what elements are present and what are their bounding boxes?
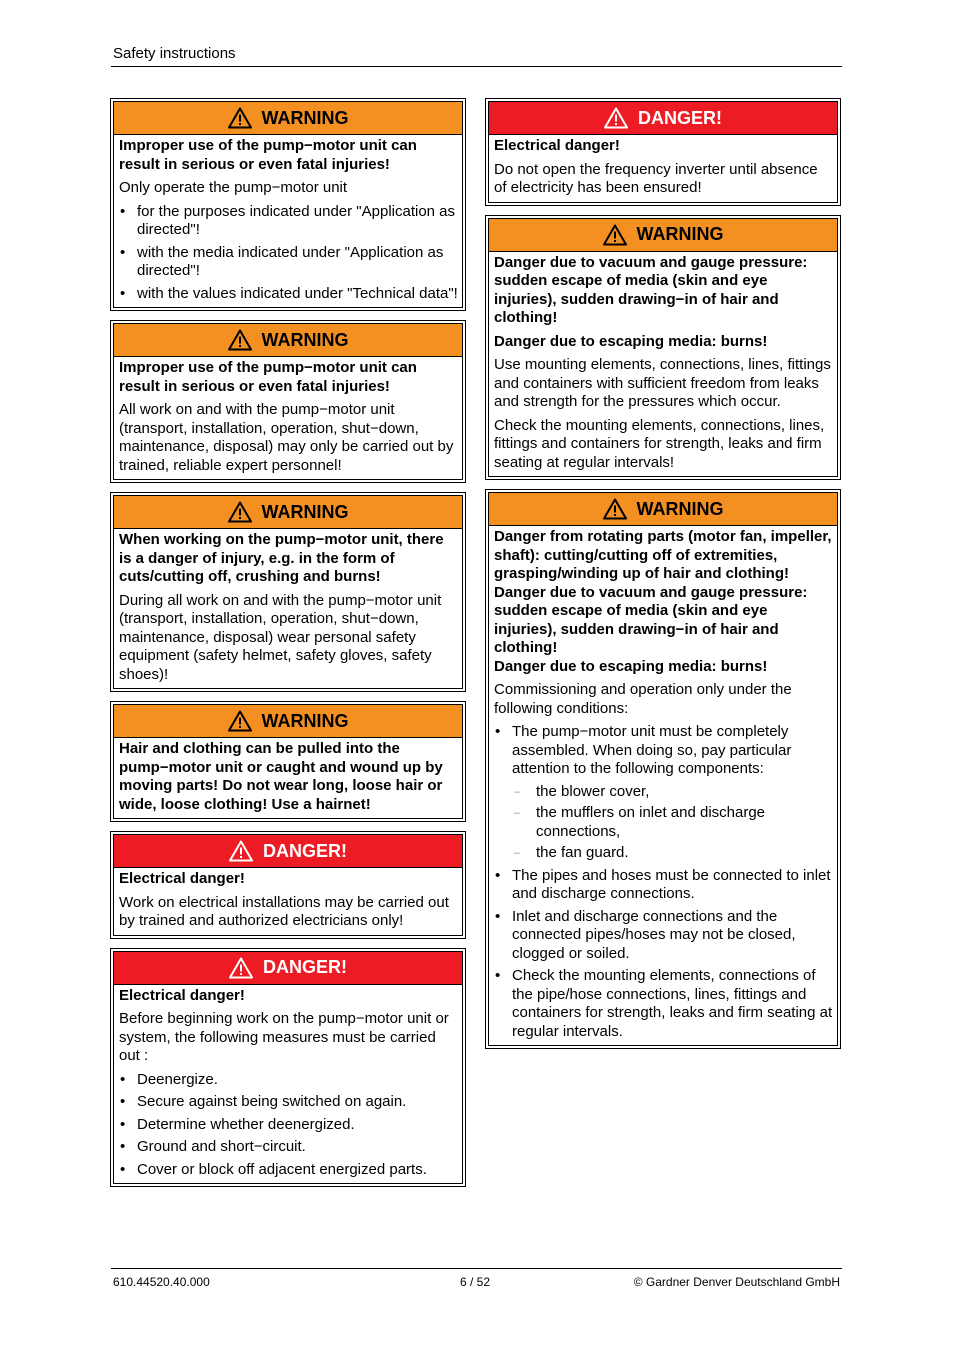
components-list — [512, 783, 833, 863]
warning-label: WARNING — [261, 710, 349, 731]
warning-box-commissioning — [485, 489, 841, 1049]
warning-statement: Danger from rotating parts (motor fan, impeller, shaft): cutting/cutting off of extremities, grasping/winding up of hair and clothing! — [494, 528, 832, 582]
warning-label: WARNING — [636, 498, 724, 519]
danger-box-inverter — [485, 98, 841, 206]
footer-divider — [111, 1268, 842, 1269]
footer-copyright: © Gardner Denver Deutschland GmbH — [633, 1275, 840, 1289]
danger-header — [114, 835, 462, 868]
right-column — [485, 98, 841, 1058]
list-item: • for the purposes indicated under "Application as directed"! — [119, 203, 458, 240]
warning-box-personnel — [110, 320, 466, 483]
conditions-list — [494, 723, 833, 1041]
warning-header — [489, 493, 837, 526]
warning-statement: Danger due to escaping media: burns! — [494, 332, 768, 350]
warning-statement: Danger due to escaping media: burns! — [494, 657, 768, 675]
warning-triangle-icon — [604, 107, 628, 129]
header-divider — [111, 66, 842, 67]
warning-triangle-icon — [228, 107, 252, 129]
page-header-title: Safety instructions — [113, 45, 236, 62]
left-column — [110, 98, 466, 1196]
warning-statement: Improper use of the pump−motor unit can result in serious or even fatal injuries! — [119, 359, 417, 395]
danger-box-electricians — [110, 831, 466, 939]
warning-text: During all work on and with the pump−motor unit (transport, installation, operation, shut−down, maintenance, disposal) wear personal safety equipment (safety helmet, safety gloves, safety shoes)! — [119, 591, 442, 683]
sub-list-item: – the fan guard. — [512, 844, 833, 863]
danger-statement: Electrical danger! — [494, 137, 620, 154]
warning-box-application — [110, 98, 466, 311]
danger-label: DANGER! — [263, 840, 347, 861]
warning-label: WARNING — [636, 224, 724, 244]
footer-doc-number: 610.44520.40.000 — [113, 1275, 210, 1289]
warning-statement: Danger due to vacuum and gauge pressure: sudden escape of media (skin and eye injuries), sudden drawing−in of hair and clothing! — [494, 583, 808, 656]
warning-label: WARNING — [261, 329, 349, 350]
warning-triangle-icon — [228, 329, 252, 351]
warning-header — [114, 705, 462, 738]
list-item: • Determine whether deenergized. — [119, 1116, 458, 1135]
measures-list — [119, 1071, 458, 1180]
danger-statement: Electrical danger! — [119, 986, 245, 1004]
warning-text: Use mounting elements, connections, lines, fittings and containers with sufficient freedom from leaks and strength for the pressures which occur. — [494, 356, 831, 410]
sub-list-item: – the blower cover, — [512, 783, 833, 802]
warning-triangle-icon — [603, 224, 627, 246]
warning-triangle-icon — [229, 957, 253, 979]
list-item: • with the values indicated under "Technical data"! — [119, 285, 458, 304]
warning-header — [114, 324, 462, 357]
list-item: • Check the mounting elements, connections of the pipe/hose connections, lines, fittings and containers for strength, leaks and firm seating at regular intervals. — [494, 967, 833, 1041]
list-item: • Deenergize. — [119, 1071, 458, 1090]
warning-box-pressure — [485, 215, 841, 481]
warning-label: WARNING — [261, 501, 349, 522]
warning-text: Commissioning and operation only under the following conditions: — [494, 681, 792, 717]
warning-statement: When working on the pump−motor unit, there is a danger of injury, e.g. in the form of cuts/cutting off, crushing and burns! — [119, 531, 444, 585]
list-item-text: The pump−motor unit must be completely assembled. When doing so, pay particular attention to the following components: — [512, 723, 792, 777]
warning-text: Only operate the pump−motor unit — [119, 179, 348, 196]
danger-statement: Electrical danger! — [119, 870, 245, 887]
danger-header — [114, 952, 462, 985]
danger-box-measures — [110, 948, 466, 1188]
warning-statement: Improper use of the pump−motor unit can result in serious or even fatal injuries! — [119, 137, 417, 173]
warning-header — [114, 102, 462, 135]
sub-list-item: – the mufflers on inlet and discharge connections, — [512, 804, 833, 841]
list-item: • Inlet and discharge connections and the connected pipes/hoses may not be closed, clogged or soiled. — [494, 908, 833, 964]
warning-triangle-icon — [229, 840, 253, 862]
warning-statement: Danger due to vacuum and gauge pressure: sudden escape of media (skin and eye injuries), sudden drawing−in of hair and clothing! — [494, 253, 808, 326]
warning-box-hair — [110, 701, 466, 822]
list-item: • with the media indicated under "Application as directed"! — [119, 244, 458, 281]
footer-page-number: 6 / 52 — [460, 1275, 491, 1289]
warning-list — [119, 203, 458, 304]
warning-header — [114, 496, 462, 529]
warning-triangle-icon — [603, 498, 627, 520]
warning-triangle-icon — [228, 710, 252, 732]
danger-text: Do not open the frequency inverter until absence of electricity has been ensured! — [494, 160, 818, 196]
warning-triangle-icon — [228, 501, 252, 523]
list-item: • Cover or block off adjacent energized parts. — [119, 1161, 458, 1180]
list-item: • Secure against being switched on again. — [119, 1093, 458, 1112]
warning-box-ppe — [110, 492, 466, 692]
warning-statement: Hair and clothing can be pulled into the pump−motor unit or caught and wound up by moving parts! Do not wear long, loose hair or wide, loose clothing! Use a hairnet! — [119, 740, 443, 813]
warning-text: All work on and with the pump−motor unit (transport, installation, operation, shut−down, maintenance, disposal) may only be carried out by trained, reliable expert personnel! — [119, 401, 454, 474]
warning-text: Check the mounting elements, connections, lines, fittings and containers for strength, leaks and firm seating at regular intervals! — [494, 416, 825, 471]
danger-text: Before beginning work on the pump−motor unit or system, the following measures must be carried out : — [119, 1010, 449, 1064]
danger-header — [489, 102, 837, 135]
warning-label: WARNING — [261, 107, 349, 128]
list-item: • The pipes and hoses must be connected to inlet and discharge connections. — [494, 867, 833, 904]
list-item: • Ground and short−circuit. — [119, 1138, 458, 1157]
list-item — [494, 723, 833, 863]
danger-label: DANGER! — [263, 957, 347, 977]
danger-text: Work on electrical installations may be carried out by trained and authorized electricians only! — [119, 893, 449, 929]
danger-label: DANGER! — [638, 107, 722, 128]
warning-header — [489, 219, 837, 252]
